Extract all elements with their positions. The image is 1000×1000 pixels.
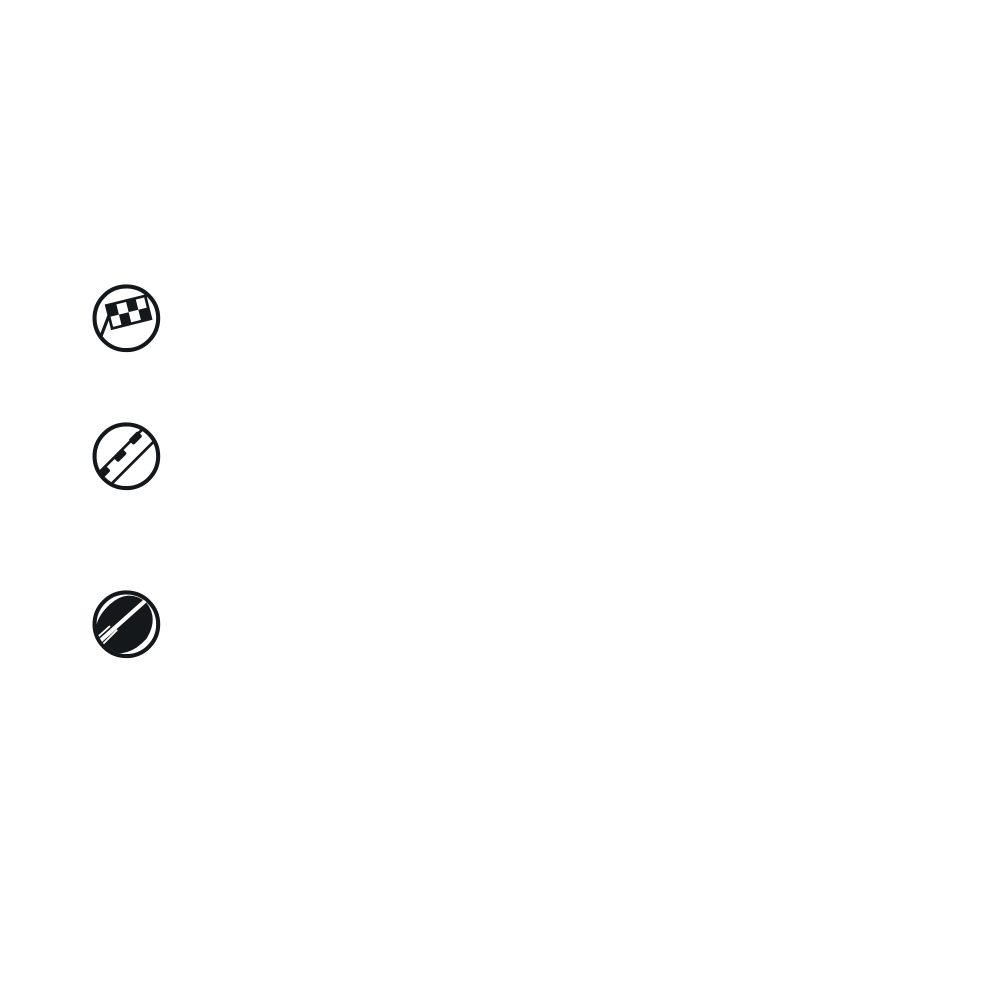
offroad-table <box>48 602 952 638</box>
road-icon <box>70 402 170 496</box>
compatibility-table <box>48 18 948 261</box>
road-section <box>48 400 952 470</box>
offroad-section <box>48 568 952 638</box>
road-table <box>48 434 952 470</box>
legend-panel <box>48 772 952 984</box>
racing-table <box>48 296 952 332</box>
racing-section <box>48 262 952 332</box>
racing-flag-icon <box>70 264 170 358</box>
offroad-mud-icon <box>70 570 170 664</box>
